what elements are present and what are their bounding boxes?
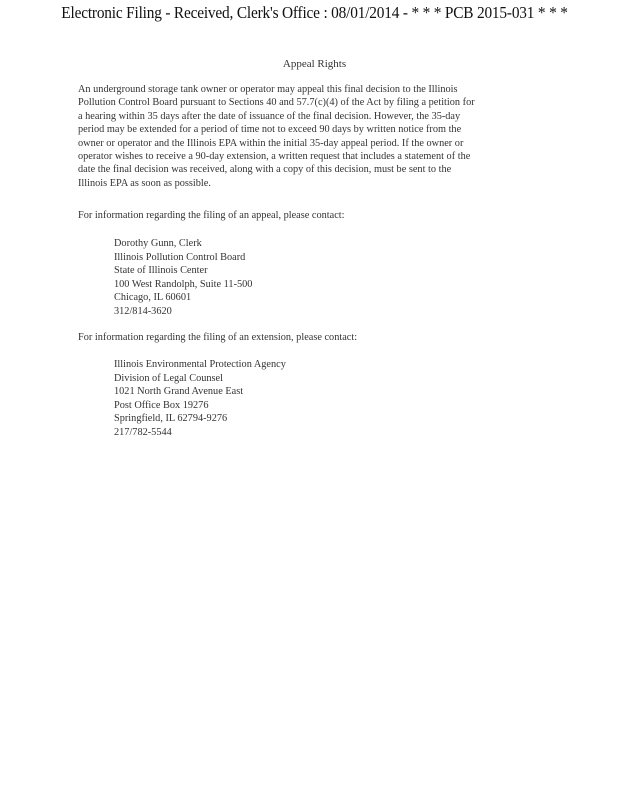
address-line: Illinois Pollution Control Board <box>114 251 246 263</box>
address-line: Division of Legal Counsel <box>114 372 223 384</box>
paragraph-line: Pollution Control Board pursuant to Sections 40 and 57.7(c)(4) of the Act by filing a petition for <box>78 97 475 109</box>
address-line: 312/814-3620 <box>114 305 172 317</box>
address-line: Chicago, IL 60601 <box>114 292 192 304</box>
address-line: Dorothy Gunn, Clerk <box>114 238 202 249</box>
filing-stamp: Electronic Filing - Received, Clerk's Office : 08/01/2014 - * * * PCB 2015-031 * * * <box>61 3 568 22</box>
paragraph-line: a hearing within 35 days after the date of issuance of the final decision. However, the 35-day <box>78 110 461 122</box>
paragraph-line: owner or operator and the Illinois EPA within the initial 35-day appeal period. If the owner or <box>78 137 464 149</box>
extension-contact-label: For information regarding the filing of an extension, please contact: <box>78 332 358 343</box>
address-line: Illinois Environmental Protection Agency <box>114 359 286 370</box>
address-line: 100 West Randolph, Suite 11-500 <box>114 278 253 290</box>
paragraph-line: period may be extended for a period of time not to exceed 90 days by written notice from the <box>78 124 462 136</box>
paragraph-line: Illinois EPA as soon as possible. <box>78 177 211 189</box>
paragraph-line: An underground storage tank owner or operator may appeal this final decision to the Illinois <box>78 84 458 95</box>
address-line: 217/782-5544 <box>114 426 172 438</box>
address-line: Springfield, IL 62794-9276 <box>114 413 228 425</box>
address-line: State of Illinois Center <box>114 265 208 277</box>
appeal-contact-address <box>114 237 252 319</box>
page-heading: Appeal Rights <box>282 58 347 70</box>
extension-contact-address <box>114 358 286 440</box>
address-line: Post Office Box 19276 <box>114 399 209 411</box>
appeal-contact-label: For information regarding the filing of an appeal, please contact: <box>78 210 345 221</box>
paragraph-line: operator wishes to receive a 90-day extension, a written request that includes a statement of the <box>78 151 471 163</box>
address-line: 1021 North Grand Avenue East <box>114 386 244 398</box>
appeal-rights-paragraph <box>78 83 548 190</box>
paragraph-line: date the final decision was received, along with a copy of this decision, must be sent to the <box>78 164 452 176</box>
